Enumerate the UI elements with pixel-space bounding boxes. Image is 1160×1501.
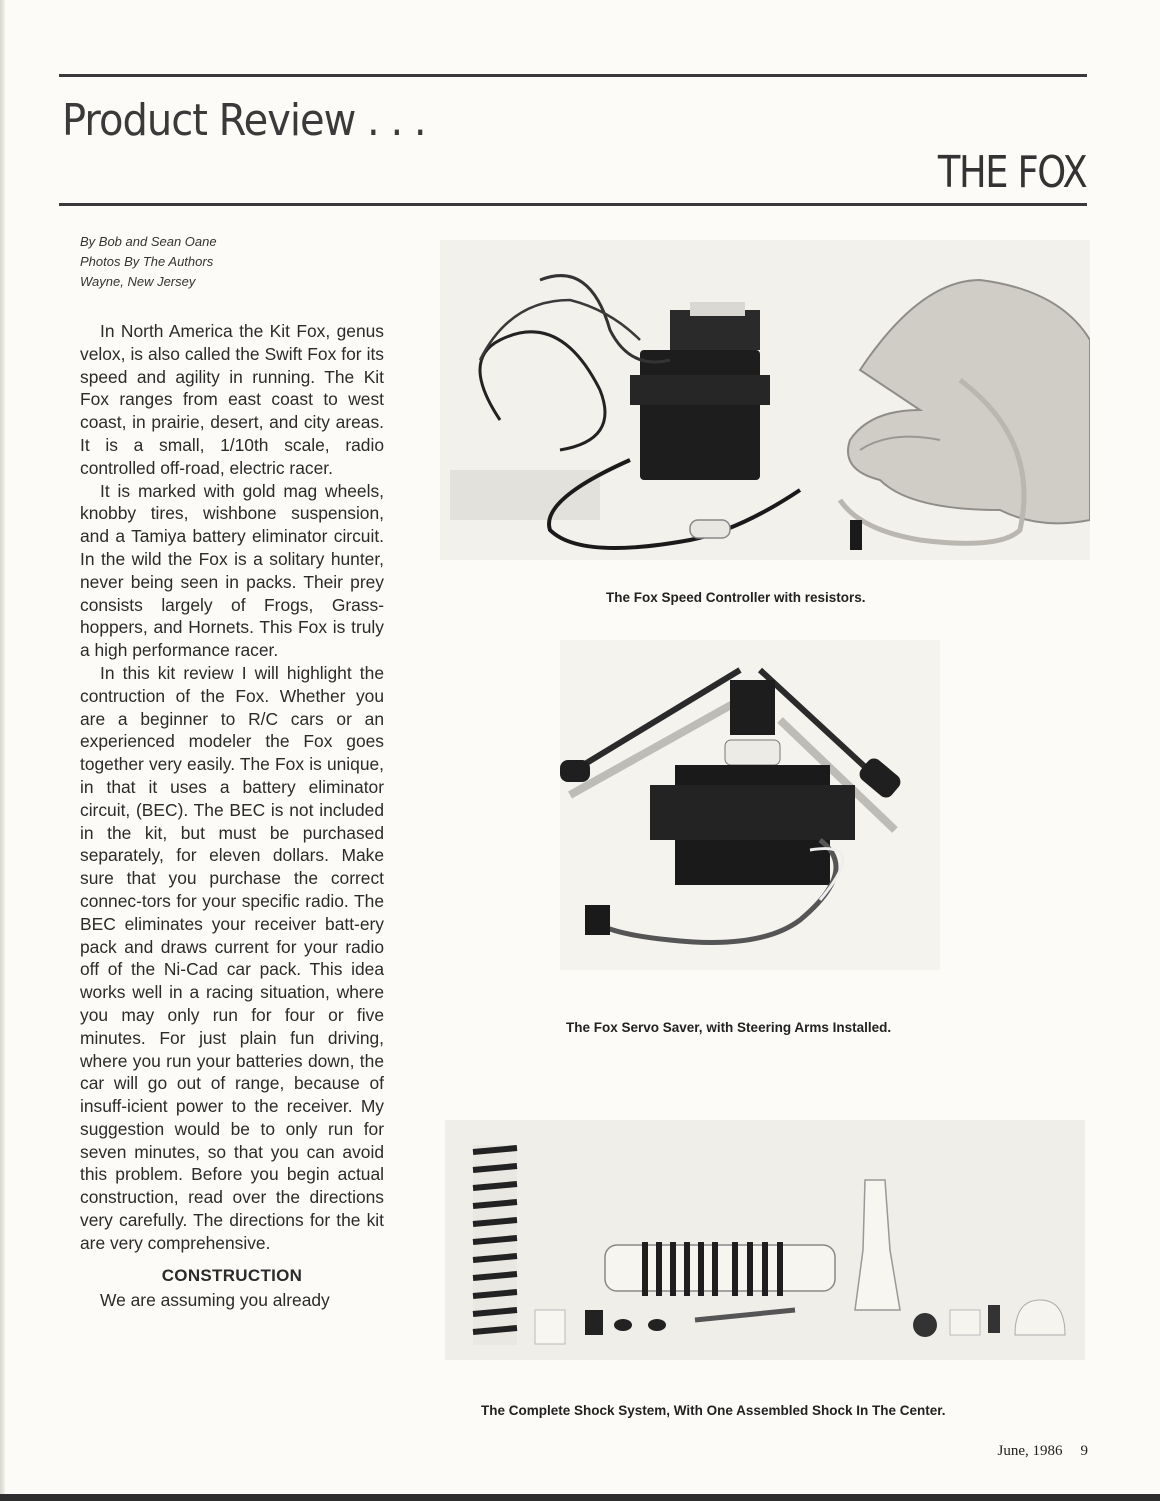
subheading-construction: CONSTRUCTION xyxy=(161,1265,303,1285)
shock-system-illustration xyxy=(445,1120,1085,1360)
header-rule-bottom xyxy=(59,203,1087,206)
photo-speed-controller xyxy=(440,240,1090,560)
byline-authors: By Bob and Sean Oane xyxy=(80,234,217,249)
paragraph: In this kit review I will highlight the contruction of the Fox. Whether you are a beginner to R/C cars or an experienced modeler the Fox goes together very easily. The Fox is unique, in that it uses a battery eliminator circuit, (BEC). The BEC is not included in the kit, but must be purchased separately, for eleven dollars. Make sure that you purchase the correct connec-tors for your specific radio. The BEC eliminates your receiver batt-ery pack and draws current for your radio off of the Ni-Cad car pack. This idea works well in a racing situation, where you may only run for four or five minutes. For just plain fun driving, where you run your batteries down, the car will go out of range, because of insuff-icient power to the receiver. My suggestion would be to only run for seven minutes, so that you can avoid this problem. Before you begin actual construction, read over the directions very carefully. The directions for the kit are very comprehensive. xyxy=(80,662,384,1253)
paragraph: In North America the Kit Fox, genus velox, is also called the Swift Fox for its speed and agility in running. The Kit Fox ranges from east coast to west coast, in prairie, desert, and city areas. It is a small, 1/10th scale, radio controlled off-road, electric racer. xyxy=(80,321,384,478)
paragraph: It is marked with gold mag wheels, knobby tires, wishbone suspension, and a Tamiya battery eliminator circuit. In the wild the Fox is a solitary hunter, never being seen in packs. Their prey consists largely of Frogs, Grass-hoppers, and Hornets. This Fox is truly a high performance racer. xyxy=(80,480,384,661)
header-rule-top xyxy=(59,74,1087,77)
article-title: THE FOX xyxy=(937,148,1086,198)
page-number: 9 xyxy=(1080,1443,1088,1459)
caption-servo-saver: The Fox Servo Saver, with Steering Arms Installed. xyxy=(566,1020,892,1035)
scan-edge xyxy=(0,0,5,1501)
section-title: Product Review . . . xyxy=(62,96,426,146)
speed-controller-illustration xyxy=(440,240,1090,560)
byline-location: Wayne, New Jersey xyxy=(80,274,196,289)
article-body xyxy=(80,320,384,1312)
issue-date: June, 1986 xyxy=(997,1443,1063,1459)
spring xyxy=(473,1145,517,1345)
byline xyxy=(80,232,400,292)
page-footer xyxy=(998,1443,1089,1460)
photo-shock-system xyxy=(445,1120,1085,1360)
caption-shock-system: The Complete Shock System, With One Assembled Shock In The Center. xyxy=(481,1403,946,1418)
scan-edge-bottom xyxy=(0,1494,1160,1501)
paragraph-continuation: We are assuming you already xyxy=(100,1290,330,1311)
photo-servo-saver xyxy=(560,640,940,970)
caption-speed-controller: The Fox Speed Controller with resistors. xyxy=(606,590,866,605)
servo-saver-illustration xyxy=(560,640,940,970)
byline-photos: Photos By The Authors xyxy=(80,254,214,269)
